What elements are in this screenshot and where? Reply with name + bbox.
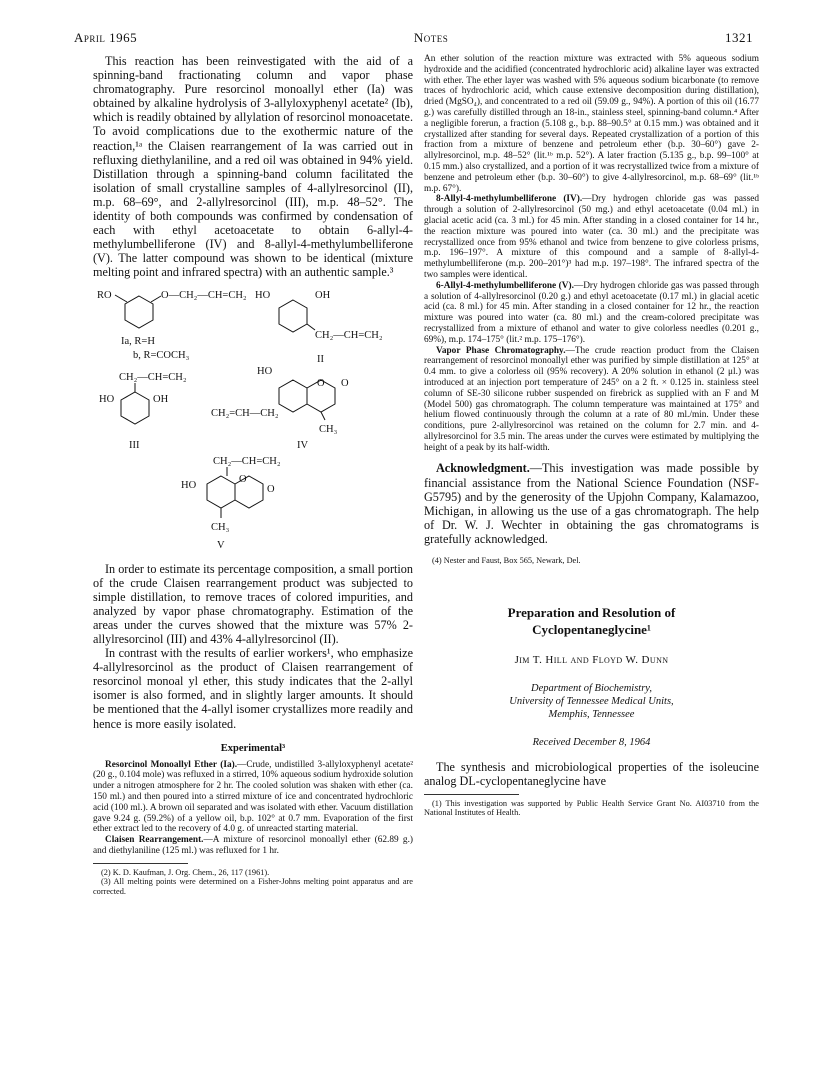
ia-bond <box>115 295 127 302</box>
ii-ho: HO <box>255 289 271 301</box>
exp2-label: Claisen Rearrangement. <box>105 835 204 846</box>
footnote-rule <box>93 863 188 864</box>
v-carbonyl-oxygen: O <box>267 483 275 495</box>
ii-label: II <box>317 353 324 365</box>
footnote-rule-right <box>424 794 519 795</box>
body-paragraph-2: In order to estimate its percentage composition, a small portion of the crude Claisen rearrangement product was subjected to simple distillation, to remove traces of colored impurities, and analyzed by vapor phase chromatography. Estimation of the areas under the curves showed that the mixture was 57% 2-allylresorcinol (III) and 43% 4-allylresorcinol (II). <box>93 561 413 646</box>
r4-label: Vapor Phase Chromatography. <box>436 345 566 356</box>
exp1-text: —Crude, undistilled 3-allyloxyphenyl acetate² (20 g., 0.104 mole) was refluxed in a stirred, 10% aqueous sodium hydroxide solution under a nitrogen atmosphere for 2 hr. The cooled solution was shaken with ether (ca. 150 ml.) and then poured into a stirred mixture of ice and concentrated hydrochloric acid (100 ml.). A brown oil separated and was isolated with ether. Vacuum distillation gave 9.24 g. (59.2%) of a yellow oil, b.p. 102° at 0.7 mm. Evaporation of the first ether extract led to the recovery of 4.0 g. of unreacted starting material. <box>93 759 413 835</box>
iv-ring-oxygen: O <box>317 377 325 389</box>
iv-carbonyl-oxygen: O <box>341 377 349 389</box>
r3-text: —Dry hydrogen chloride gas was passed through a solution of 4-allylresorcinol (0.20 g.) and ethyl acetoacetate (0.17 ml.) in glacial acetic acid (ca. 8 ml.) for 45 min. After standing in a closed container for 12 hr., the reaction mixture was poured into water (ca. 80 ml.) and the cream-colored precipitate was recrystallized from a mixture of ethanol and water to give colorless needles (0.201 g., 69%), m.p. 174–175° (lit.² m.p. 175–176°). <box>424 280 759 345</box>
footnote-4-block <box>424 556 759 566</box>
right-column <box>424 54 759 818</box>
affiliation-line-3: Memphis, Tennessee <box>548 708 635 720</box>
body-paragraph-3: In contrast with the results of earlier workers¹, who emphasize 4-allylresorcinol as the product of Claisen rearrangement of resorcinol monoal yl ether, this study indicates that the 2-allyl isomer is also formed, and in slightly larger amounts. It should be mentioned that the 4-allyl isomer crystallizes more readily and hence is more easily isolated. <box>93 646 413 731</box>
article-intro: The synthesis and microbiological properties of the isoleucine analog DL-cyclopentaneglycine have <box>424 759 759 788</box>
header-section: Notes <box>413 30 449 45</box>
iii-oh: OH <box>153 393 169 405</box>
experimental-heading: Experimental³ <box>220 742 286 754</box>
chemical-structures <box>93 286 413 554</box>
header-date: April 1965 <box>74 30 138 45</box>
exp2-text: —A mixture of resorcinol monoallyl ether (62.89 g.) and diethylaniline (125 ml.) was refluxed for 1 hr. <box>93 835 413 856</box>
acknowledgment-paragraph <box>424 461 759 546</box>
iv-chain: CH₂=CH—CH₂ <box>211 407 279 419</box>
ia-benzene-ring <box>125 296 153 328</box>
r2-label: 8-Allyl-4-methylumbelliferone (IV). <box>436 194 583 205</box>
experimental-continued: An ether solution of the reaction mixture was extracted with 5% aqueous sodium hydroxide and the acidified (concentrated hydrochloric acid) alkaline layer was extracted with ether. The ether layer was washed with 5% aqueous sodium bicarbonate (to remove traces of hydrochloric acid, which cause extensive decomposition during distillation), dried (MgSO₄), and concentrated to a red oil (59.09 g., 94%). A portion of this oil (16.77 g.) was carefully distilled through an 18-in., stainless steel, spinning-band column.⁴ After a negligible forerun, a fraction (5.108 g., b.p. 88–90.5° at 0.15 mm.) was obtained and it crystallized after standing for several days. Repeated crystallization of a portion of this fraction from a mixture of benzene and petroleum ether (b.p. 30–60°) gave 2-allylresorcinol, m.p. 48–52° (lit.¹ᵇ m.p. 52°). A later fraction (5.135 g., b.p. 99–100° at 0.15 mm.) also crystallized, and a portion of it was recrystallized twice from a mixture of benzene and petroleum ether (b.p. 30–60°) to give 4-allylresorcinol, m.p. 68–69° (lit.¹ᵇ m.p. 67°). <box>424 54 759 194</box>
ia-bond-2 <box>151 296 161 302</box>
iv-ho: HO <box>257 365 273 377</box>
ii-bond <box>307 324 315 330</box>
footnotes-left <box>93 868 413 897</box>
experimental-paragraph-2 <box>93 835 413 857</box>
article-affiliation <box>424 682 759 721</box>
iv-methyl: CH₃ <box>319 423 338 435</box>
v-label: V <box>217 539 225 551</box>
ia-ro-label: RO <box>97 289 112 301</box>
r3-label: 6-Allyl-4-methylumbelliferone (V). <box>436 280 574 291</box>
v-chain: CH₂—CH=CH₂ <box>213 455 281 467</box>
exp1-label: Resorcinol Monoallyl Ether (Ia). <box>105 759 238 770</box>
ack-label: Acknowledgment. <box>436 461 530 476</box>
article-authors: Jim T. Hill and Floyd W. Dunn <box>514 653 669 666</box>
structure-diagram <box>93 286 413 554</box>
left-column <box>93 54 413 897</box>
experimental-paragraph-1 <box>93 760 413 836</box>
running-head <box>74 30 753 46</box>
affiliation-line-1: Department of Biochemistry, <box>530 682 653 694</box>
v-benzene-ring <box>207 476 235 508</box>
iii-ho: HO <box>99 393 115 405</box>
footnote-3: (3) All melting points were determined on a Fisher-Johns melting point apparatus and are corrected. <box>93 877 413 896</box>
iii-chain: CH₂—CH=CH₂ <box>119 371 187 383</box>
body-paragraph-1: This reaction has been reinvestigated with the aid of a spinning-band fractionating column and vapor phase chromatography. Pure resorcinol monoallyl ether (Ia) was obtained by alkaline hydrolysis of 3-allyloxyphenyl acetate² (Ib), which is readily obtained by allylation of resorcinol monoacetate. To avoid complications due to the exothermic nature of the reaction,¹ᵃ the Claisen rearrangement of Ia was carried out in refluxing diethylaniline, and a red oil was obtained in 94% yield. Distillation through a spinning-band column facilitated the isolation of small crystalline samples of 4-allylresorcinol (II), m.p. 68–69°, and 2-allylresorcinol (III), m.p. 48–52°. The identity of both compounds was confirmed by condensation of each with ethyl acetoacetate to obtain 6-allyl-4-methylumbelliferone (IV) and 8-allyl-4-methylumbelliferone (V). The latter compound was shown to be identical (mixture melting point and infrared spectra) with an authentic sample.³ <box>93 54 413 280</box>
ib-label: b, R=COCH₃ <box>133 349 190 361</box>
page-number: 1321 <box>724 30 753 45</box>
experimental-v <box>424 281 759 346</box>
experimental-iv <box>424 194 759 280</box>
ia-label: Ia, R=H <box>121 335 155 347</box>
iv-label: IV <box>297 439 309 451</box>
affiliation-line-2: University of Tennessee Medical Units, <box>509 695 674 707</box>
iii-label: III <box>129 439 140 451</box>
experimental-vpc <box>424 346 759 454</box>
iv-benzene-ring <box>279 380 307 412</box>
v-ring-oxygen: O <box>239 473 247 485</box>
iv-methyl-bond <box>321 412 325 420</box>
r4-text: —The crude reaction product from the Claisen rearrangement of resorcinol monoallyl ether was purified by simple distillation at 125° at 0.4 mm. to give a colorless oil (95% recovery). A 20% solution in ethanol (2 μl.) was introduced at an injection port temperature of 245° on a 2 ft. × 0.125 in. stainless steel column of SE-30 silicone rubber suspended on firebrick as supplied with an F and M (Model 500) gas chromatograph. The column temperature was maintained at 175° and helium flowed continuously through the column at a rate of 80 ml./min. Under these conditions, pure 2-allylresorcinol was retained on the column for 2.7 min. and 4-allylresorcinol for 3.5 min. The areas under the curves were estimated by multiplying the height of a peak by its half-width. <box>424 345 760 453</box>
ia-chain: O—CH₂—CH=CH₂ <box>161 289 247 301</box>
ii-chain: CH₂—CH=CH₂ <box>315 329 383 341</box>
footnote-1: (1) This investigation was supported by Public Health Service Grant No. AI03710 from the National Institutes of Health. <box>424 798 759 818</box>
footnote-2: (2) K. D. Kaufman, J. Org. Chem., 26, 117 (1961). <box>101 867 270 877</box>
footnote-4: (4) Nester and Faust, Box 565, Newark, Del. <box>432 556 581 566</box>
received-date: Received December 8, 1964 <box>532 736 651 748</box>
iii-benzene-ring <box>121 392 149 424</box>
footnotes-right <box>424 799 759 818</box>
ii-oh: OH <box>315 289 331 301</box>
r2-text: —Dry hydrogen chloride gas was passed through a solution of 2-allylresorcinol (50 mg.) and ethyl acetoacetate (0.04 ml.) in glacial acetic acid (ca. 3 ml.) for 45 min. After standing in a closed container for 14 hr., the reaction mixture was poured into water (ca. 30 ml.) and the precipitate was recrystallized once from 95% ethanol and twice from benzene to give colorless prisms, m.p. 196–197°. A mixture of this compound and a sample of 8-allyl-4-methylumbelliferone (m.p. 200–201°)³ had m.p. 197–198°. The infrared spectra of the two samples were identical. <box>424 194 759 280</box>
article-title-line-2: Cyclopentaneglycine¹ <box>532 621 651 637</box>
v-ho: HO <box>181 479 197 491</box>
article-title <box>424 604 759 638</box>
ii-benzene-ring <box>279 300 307 332</box>
v-methyl: CH₃ <box>211 521 230 533</box>
article-title-line-1: Preparation and Resolution of <box>507 604 676 620</box>
ack-text: —This investigation was made possible by financial assistance from the National Science Foundation (NSF-G5795) and by the generosity of the Upjohn Company, Kalamazoo, Michigan, in allowing us the use of a gas chromatograph. The help of Dr. W. J. Wechter in obtaining the gas chromatograms is gratefully acknowledged. <box>424 461 759 546</box>
